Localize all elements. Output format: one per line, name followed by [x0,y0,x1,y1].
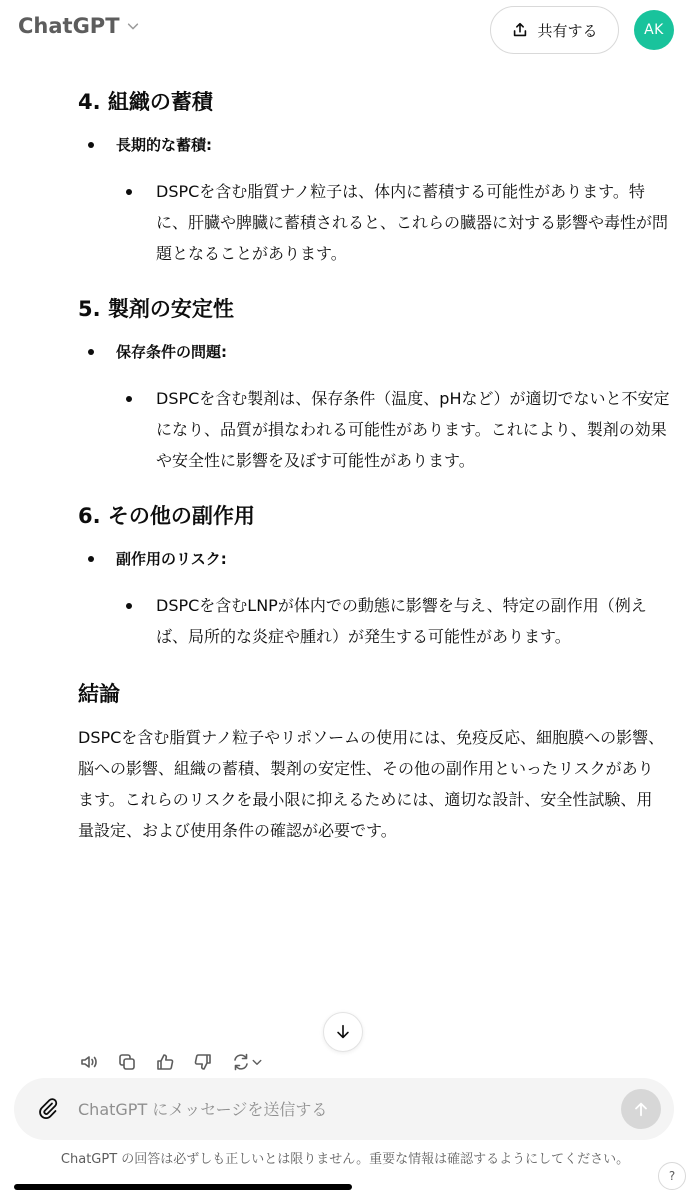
list-item-label: 保存条件の問題: [116,343,227,361]
thumbs-up-icon [155,1052,175,1072]
section-title: 5. 製剤の安定性 [78,297,234,321]
help-button[interactable]: ? [658,1162,686,1190]
sub-bullet-list [116,590,678,652]
model-name: ChatGPT [18,14,120,38]
bullet-list [78,337,678,476]
chevron-down-icon [251,1056,263,1068]
avatar[interactable]: AK [634,10,674,50]
list-item [78,337,678,476]
arrow-down-icon [334,1023,352,1041]
bullet-list [78,544,678,652]
thumbs-up-button[interactable] [154,1051,176,1073]
sub-bullet-list [116,383,678,476]
regenerate-icon [231,1052,251,1072]
message-input[interactable] [78,1094,598,1124]
bullet-list [78,130,678,269]
share-label: 共有する [537,21,598,40]
message-composer [14,1078,674,1140]
sub-list-item: DSPCを含む製剤は、保存条件（温度、pHなど）が適切でないと不安定になり、品質が損なわれる可能性があります。これにより、製剤の効果や安全性に影響を及ぼす可能性があります。 [76,383,670,476]
list-item-label: 副作用のリスク: [116,550,227,568]
copy-icon [117,1052,137,1072]
share-icon [511,21,529,39]
section-title: 6. その他の副作用 [78,504,255,528]
model-selector[interactable] [18,14,140,38]
send-button[interactable] [621,1089,661,1129]
sub-list-item: DSPCを含むLNPが体内での動態に影響を与え、特定の副作用（例えば、局所的な炎症や腫れ）が発生する可能性があります。 [76,590,670,652]
conclusion-text: DSPCを含む脂質ナノ粒子やリポソームの使用には、免疫反応、細胞膜への影響、脳への影響、組織の蓄積、製剤の安定性、その他の副作用といったリスクがあります。これらのリスクを最小限に抑えるためには、適切な設計、安全性試験、用量設定、および使用条件の確認が必要です。 [78,728,665,840]
speaker-icon [79,1052,99,1072]
read-aloud-button[interactable] [78,1051,100,1073]
top-bar [0,0,698,62]
chevron-down-icon [126,19,140,33]
conclusion-title: 結論 [78,682,120,706]
section-title: 4. 組織の蓄積 [78,90,213,114]
regenerate-button[interactable] [230,1051,264,1073]
home-indicator [14,1184,352,1190]
arrow-up-icon [632,1100,650,1118]
scroll-down-button[interactable] [323,1012,363,1052]
sub-list-item: DSPCを含む脂質ナノ粒子は、体内に蓄積する可能性があります。特に、肝臓や脾臓に蓄積されると、これらの臓器に対する影響や毒性が問題となることがあります。 [76,176,670,269]
copy-button[interactable] [116,1051,138,1073]
list-item-label: 長期的な蓄積: [116,136,212,154]
disclaimer-text: ChatGPT の回答は必ずしも正しいとは限りません。重要な情報は確認するようにしてください。 [60,1152,630,1167]
share-button[interactable] [490,6,619,54]
thumbs-down-button[interactable] [192,1051,214,1073]
paperclip-icon[interactable] [36,1097,60,1121]
list-item [78,130,678,269]
sub-bullet-list [116,176,678,269]
message-actions [78,1048,264,1076]
list-item [78,544,678,652]
thumbs-down-icon [193,1052,213,1072]
assistant-message [78,86,678,846]
